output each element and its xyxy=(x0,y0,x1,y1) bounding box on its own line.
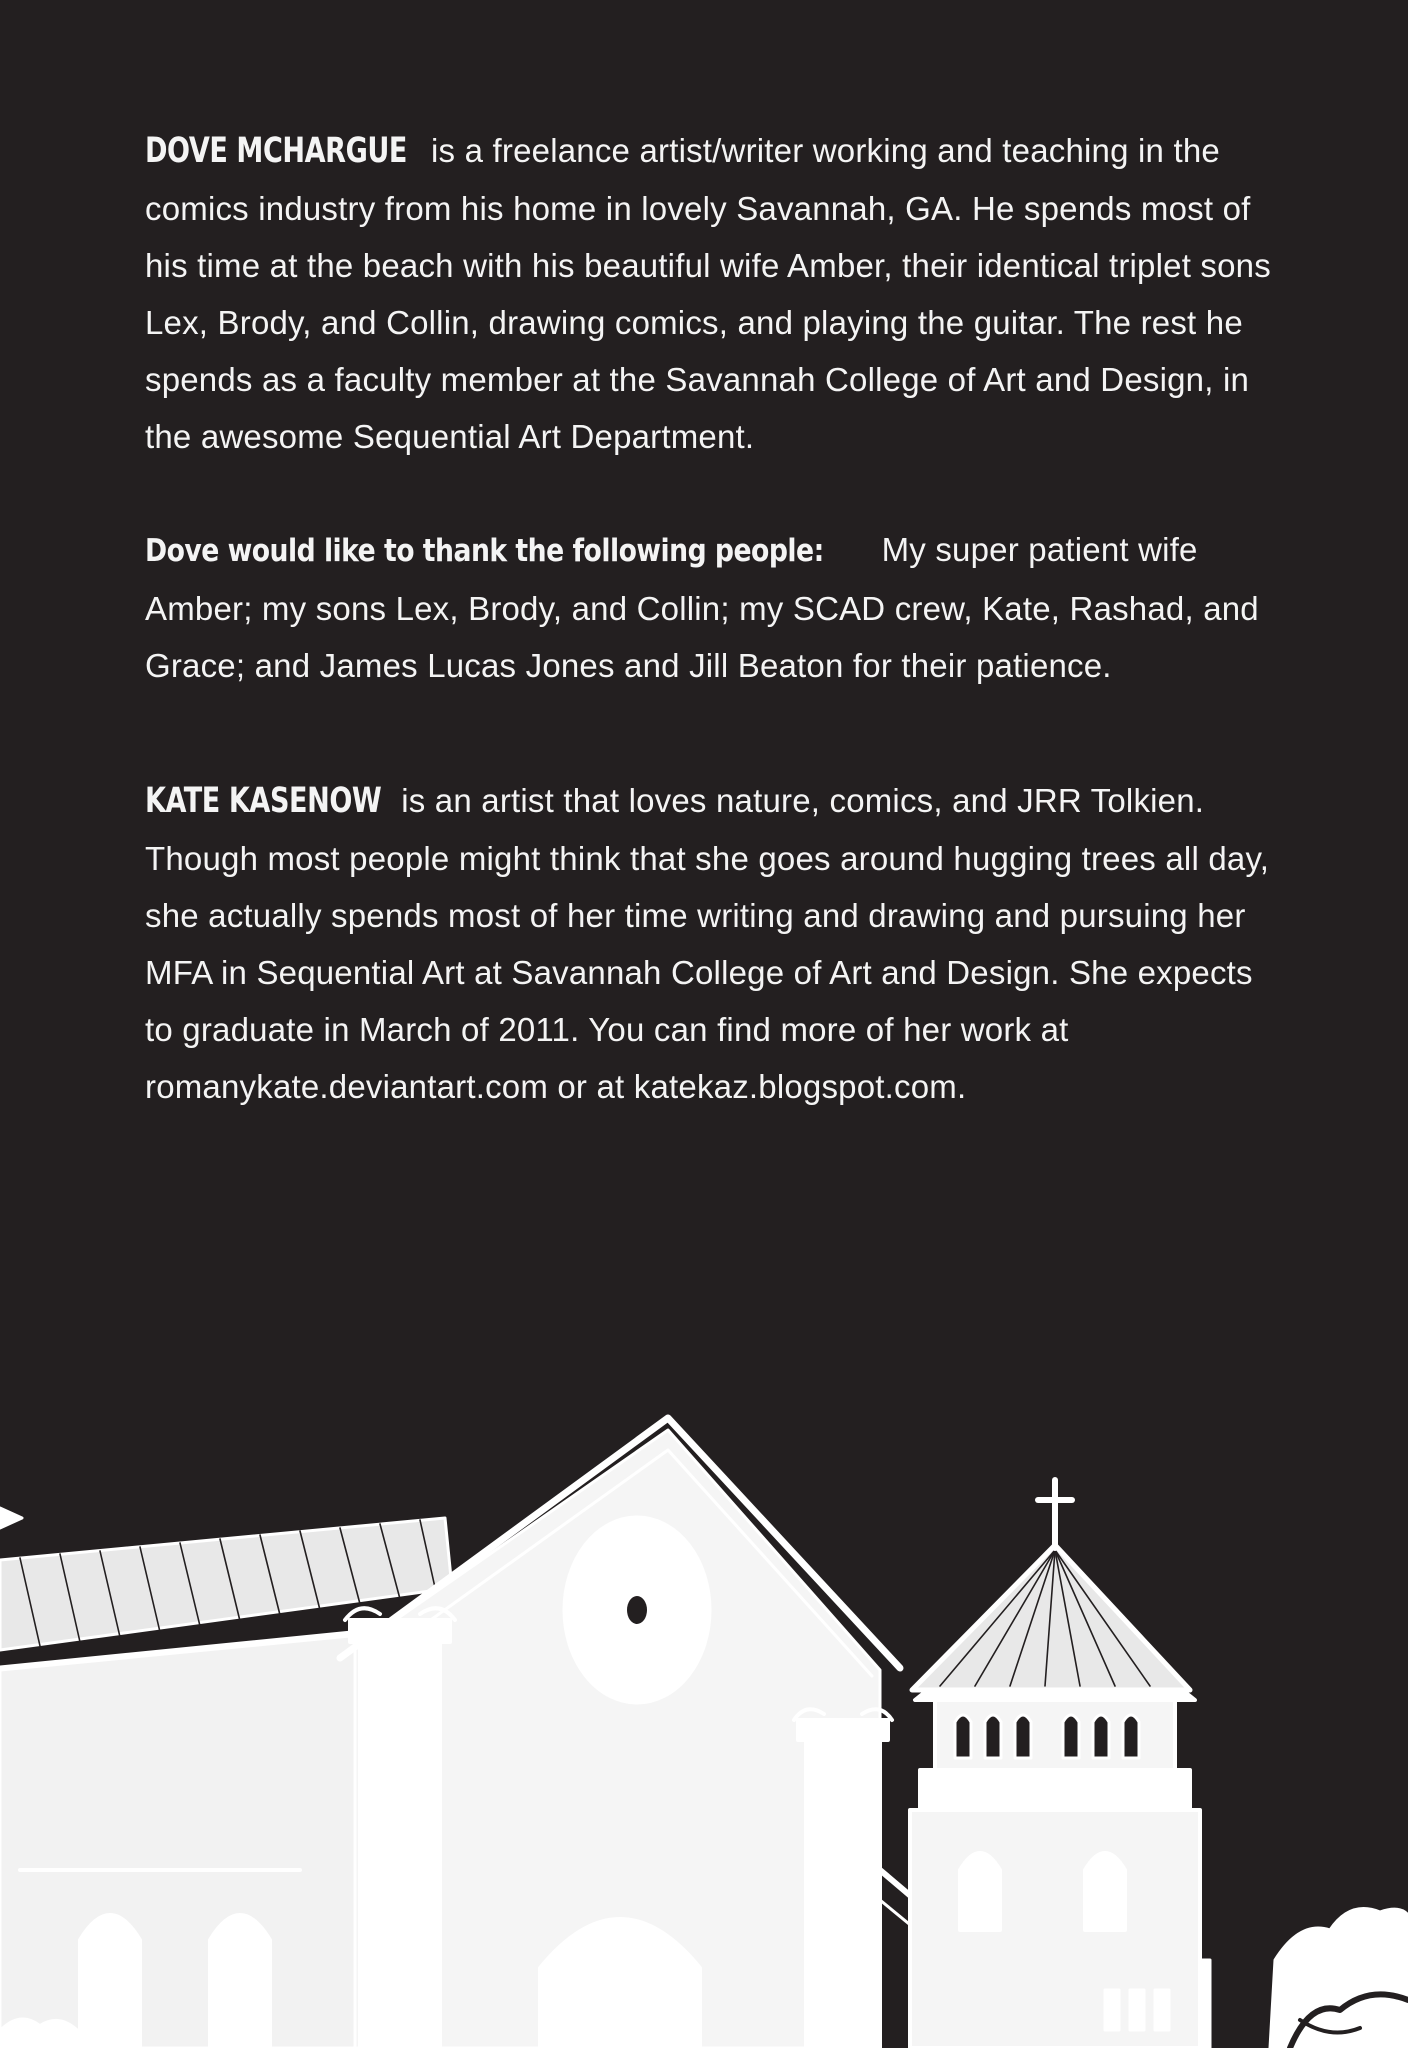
church-illustration xyxy=(0,1400,1408,2048)
bio-kate-kasenow xyxy=(145,772,1285,1115)
left-wing-wall xyxy=(0,1635,360,2048)
foliage xyxy=(1270,1909,1408,2048)
bio-dove-mchargue xyxy=(145,122,1285,465)
bio-text-kate: is an artist that loves nature, comics, and JRR Tolkien. Though most people might think that she goes around hugging trees all day, she actually spends most of her time writing and drawing and pursuing her MFA in Sequential Art at Savannah College of Art and Design. She expects to graduate in March of 2011. You can find more of her work at romanykate.deviantart.com or at katekaz.blogspot.com. xyxy=(145,782,1270,1105)
left-column xyxy=(345,1608,455,2048)
left-gable-fragment xyxy=(0,1508,22,1528)
tower-roof xyxy=(912,1545,1190,1690)
acknowledgements-text: My super patient wife Amber; my sons Lex, Brody, and Collin; my SCAD crew, Kate, Rashad, and Grace; and James Lucas Jones and Jill Beaton for their patience. xyxy=(145,531,1259,684)
bio-text-dove: is a freelance artist/writer working and teaching in the comics industry from his home in lovely Savannah, GA. He spends most of his time at the beach with his beautiful wife Amber, their identical triplet sons Lex, Brody, and Collin, drawing comics, and playing the guitar. The rest he spends as a faculty member at the Savannah College of Art and Design, in the awesome Sequential Art Department. xyxy=(145,132,1271,455)
rose-window xyxy=(565,1518,709,1702)
bio-name-kate: KATE KASENOW xyxy=(145,781,382,821)
bio-name-dove: DOVE MCHARGUE xyxy=(145,131,408,171)
cross-icon xyxy=(1038,1480,1072,1548)
right-column xyxy=(794,1709,892,2048)
acknowledgements-dove xyxy=(145,521,1285,694)
bell-tower xyxy=(910,1480,1210,2048)
text-column xyxy=(145,122,1285,1115)
acknowledgements-lead: Dove would like to thank the following people: xyxy=(145,533,824,569)
